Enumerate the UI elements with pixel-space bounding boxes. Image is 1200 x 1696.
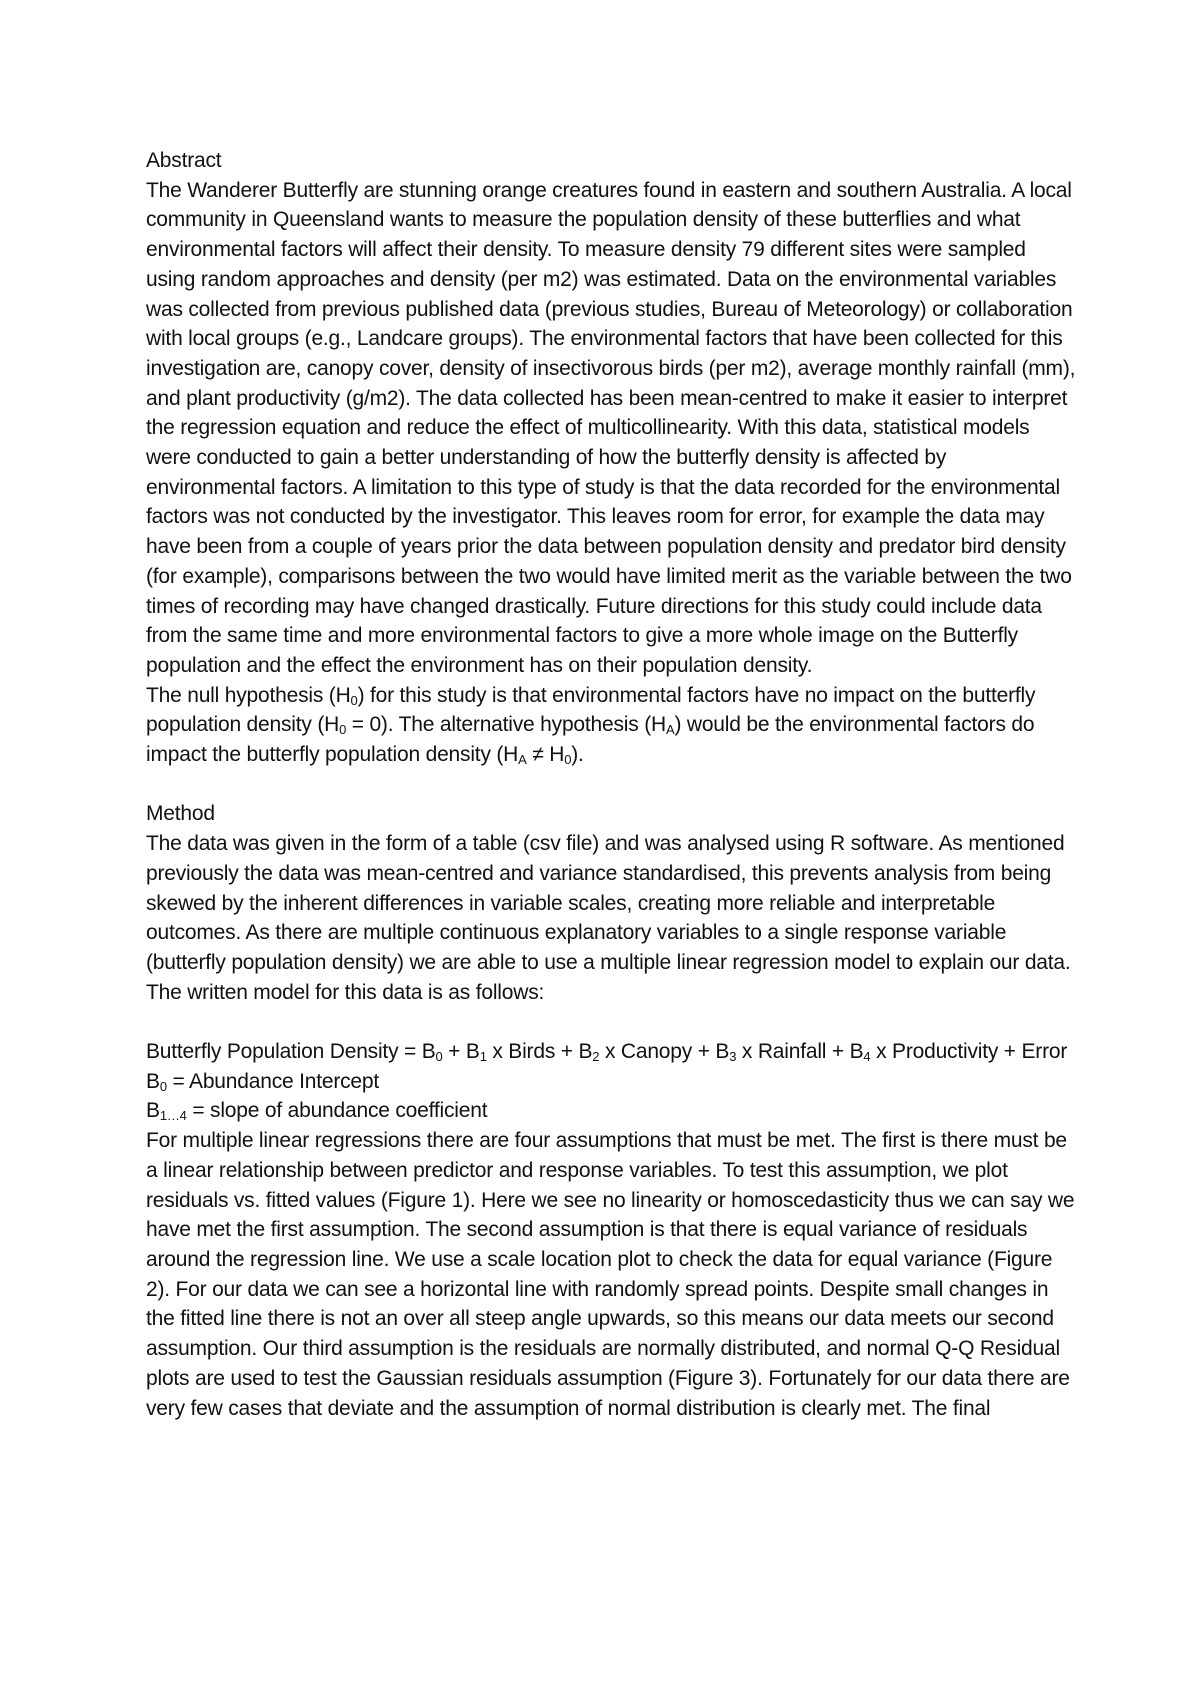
paragraph-spacer	[146, 1007, 1076, 1037]
document-page	[146, 146, 1076, 1423]
hypothesis-paragraph: The null hypothesis $(H_0)$ for this study is that environmental factors have no impact on the butterfly population density $(H_0 = 0)$. The alternative hypothesis $(H_A)$ would be the environmental factors do impact the butterfly population density $(H_A \ne H_0)$.	[146, 683, 1036, 768]
model-equation: Butterfly Population Density = $B_0 + B_1$ x Birds + $B_2$ x Canopy + $B_3$ x Rainfall + $B_4$ x Productivity + Error	[146, 1040, 1068, 1065]
abstract-heading: Abstract	[146, 149, 222, 172]
abstract-body: The Wanderer Butterfly are stunning orange creatures found in eastern and southern Australia. A local community in Queensland wants to measure the population density of these butterflies and what environmental factors will affect their density. To measure density 79 different sites were sampled using random approaches and density (per m2) was estimated. Data on the environmental variables was collected from previous published data (previous studies, Bureau of Meteorology) or collaboration with local groups (e.g., Landcare groups). The environmental factors that have been collected for this investigation are, canopy cover, density of insectivorous birds (per m2), average monthly rainfall (mm), and plant productivity (g/m2). The data collected has been mean-centred to make it easier to interpret the regression equation and reduce the effect of multicollinearity. With this data, statistical models were conducted to gain a better understanding of how the butterfly density is affected by environmental factors. A limitation to this type of study is that the data recorded for the environmental factors was not conducted by the investigator. This leaves room for error, for example the data may have been from a couple of years prior the data between population density and predator bird density (for example), comparisons between the two would have limited merit as the variable between the two times of recording may have changed drastically. Future directions for this study could include data from the same time and more environmental factors to give a more whole image on the Butterfly population and the effect the environment has on their population density.	[146, 178, 1076, 677]
method-heading: Method	[146, 802, 215, 826]
assumptions-paragraph: For multiple linear regressions there are four assumptions that must be met. The first is there must be a linear relationship between predictor and response variables. To test this assumption, we plot residuals vs. fitted values (Figure 1). Here we see no linearity or homoscedasticity thus we can say we have met the first assumption. The second assumption is that there is equal variance of residuals around the regression line. We use a scale location plot to check the data for equal variance (Figure 2). For our data we can see a horizontal line with randomly spread points. Despite small changes in the fitted line there is not an over all steep angle upwards, so this means our data meets our second assumption. Our third assumption is the residuals are normally distributed, and normal Q-Q Residual plots are used to test the Gaussian residuals assumption (Figure 3). Fortunately for our data there are very few cases that deviate and the assumption of normal distribution is clearly met. The final	[146, 1129, 1075, 1420]
method-body: The data was given in the form of a table (csv file) and was analysed using R software. As mentioned previously the data was mean-centred and variance standardised, this prevents analysis from being skewed by the inherent differences in variable scales, creating more reliable and interpretable outcomes. As there are multiple continuous explanatory variables to a single response variable (butterfly population density) we are able to use a multiple linear regression model to explain our data. The written model for this data is as follows:	[146, 832, 1071, 1004]
intercept-definition: $B_0$ = Abundance Intercept	[146, 1069, 380, 1094]
slope-definition: $B_{1\dots 4}$ = slope of abundance coefficient	[146, 1099, 488, 1124]
paragraph-spacer	[146, 770, 1076, 800]
